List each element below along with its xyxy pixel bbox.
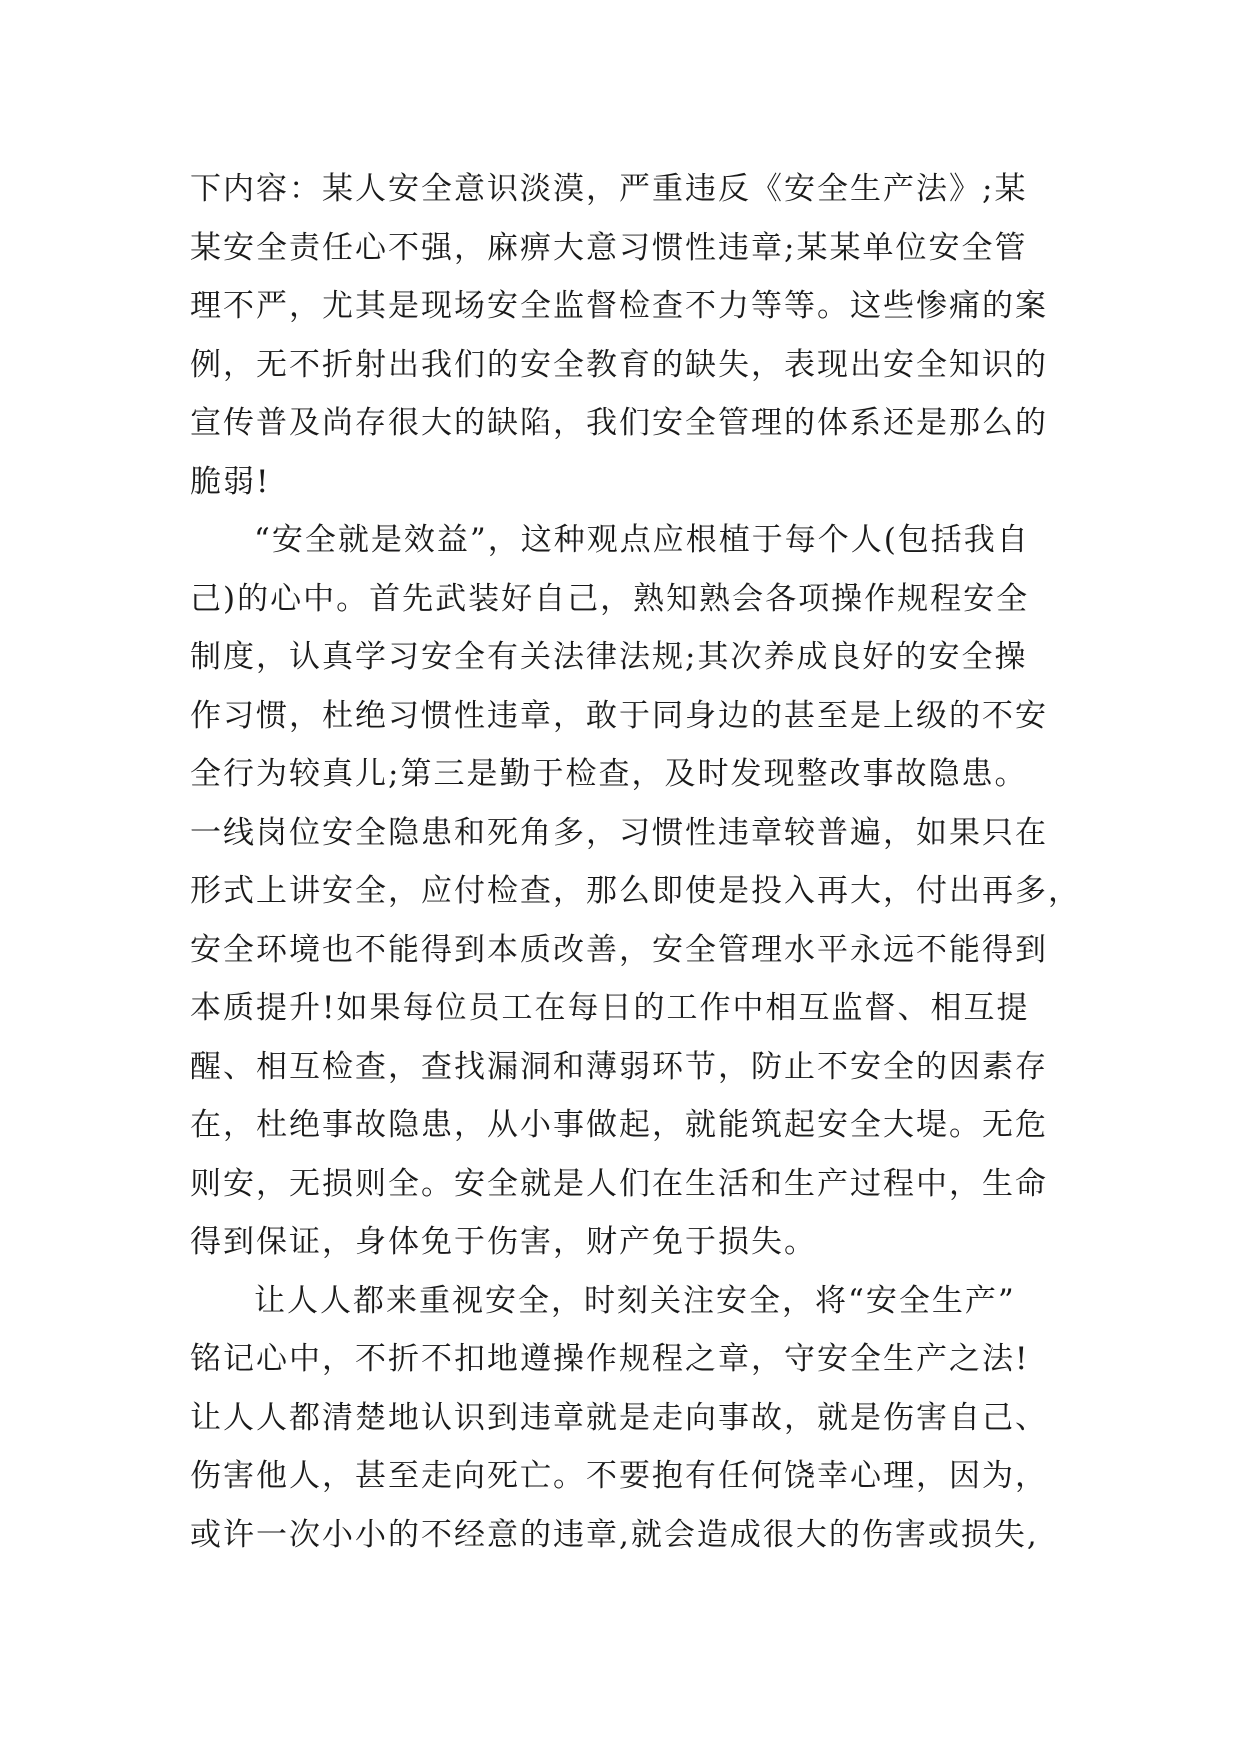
body-text — [190, 160, 1081, 1564]
text-line: 全行为较真儿;第三是勤于检查，及时发现整改事故隐患。 — [190, 756, 1028, 792]
text-line: 形式上讲安全，应付检查，那么即使是投入再大，付出再多， — [190, 873, 1081, 909]
text-line: 则安，无损则全。安全就是人们在生活和生产过程中，生命 — [190, 1165, 1048, 1202]
text-line: 作习惯，杜绝习惯性违章，敢于同身边的甚至是上级的不安 — [190, 697, 1048, 734]
text-line: 安全环境也不能得到本质改善，安全管理水平永远不能得到 — [190, 931, 1048, 968]
text-line: 宣传普及尚存很大的缺陷，我们安全管理的体系还是那么的 — [190, 405, 1048, 441]
text-line: 本质提升!如果每位员工在每日的工作中相互监督、相互提 — [190, 990, 1030, 1026]
text-line: 伤害他人，甚至走向死亡。不要抱有任何饶幸心理，因为， — [190, 1458, 1048, 1494]
text-line: 得到保证，身体免于伤害，财产免于损失。 — [190, 1224, 817, 1260]
text-line: 一线岗位安全隐患和死角多，习惯性违章较普遍，如果只在 — [190, 814, 1048, 851]
text-line: 己)的心中。首先武装好自己，熟知熟会各项操作规程安全 — [190, 580, 1030, 617]
text-line: 让人人都清楚地认识到违章就是走向事故，就是伤害自己、 — [190, 1399, 1048, 1436]
text-line: 让人人都来重视安全，时刻关注安全，将“安全生产” — [254, 1282, 1016, 1319]
text-line: 脆弱! — [190, 463, 271, 500]
text-line: 醒、相互检查，查找漏洞和薄弱环节，防止不安全的因素存 — [190, 1048, 1048, 1085]
text-line: 制度，认真学习安全有关法律法规;其次养成良好的安全操 — [190, 639, 1028, 675]
text-line: 下内容：某人安全意识淡漠，严重违反《安全生产法》;某 — [190, 171, 1028, 207]
text-line: “安全就是效益”，这种观点应根植于每个人(包括我自 — [254, 522, 1030, 558]
text-line: 或许一次小小的不经意的违章,就会造成很大的伤害或损失, — [190, 1516, 1039, 1553]
text-line: 铭记心中，不折不扣地遵操作规程之章，守安全生产之法! — [190, 1341, 1030, 1377]
text-line: 例，无不折射出我们的安全教育的缺失，表现出安全知识的 — [190, 346, 1048, 383]
text-line: 某安全责任心不强，麻痹大意习惯性违章;某某单位安全管 — [190, 229, 1028, 266]
text-line: 理不严，尤其是现场安全监督检查不力等等。这些惨痛的案 — [190, 288, 1048, 324]
text-line: 在，杜绝事故隐患，从小事做起，就能筑起安全大堤。无危 — [190, 1107, 1048, 1143]
